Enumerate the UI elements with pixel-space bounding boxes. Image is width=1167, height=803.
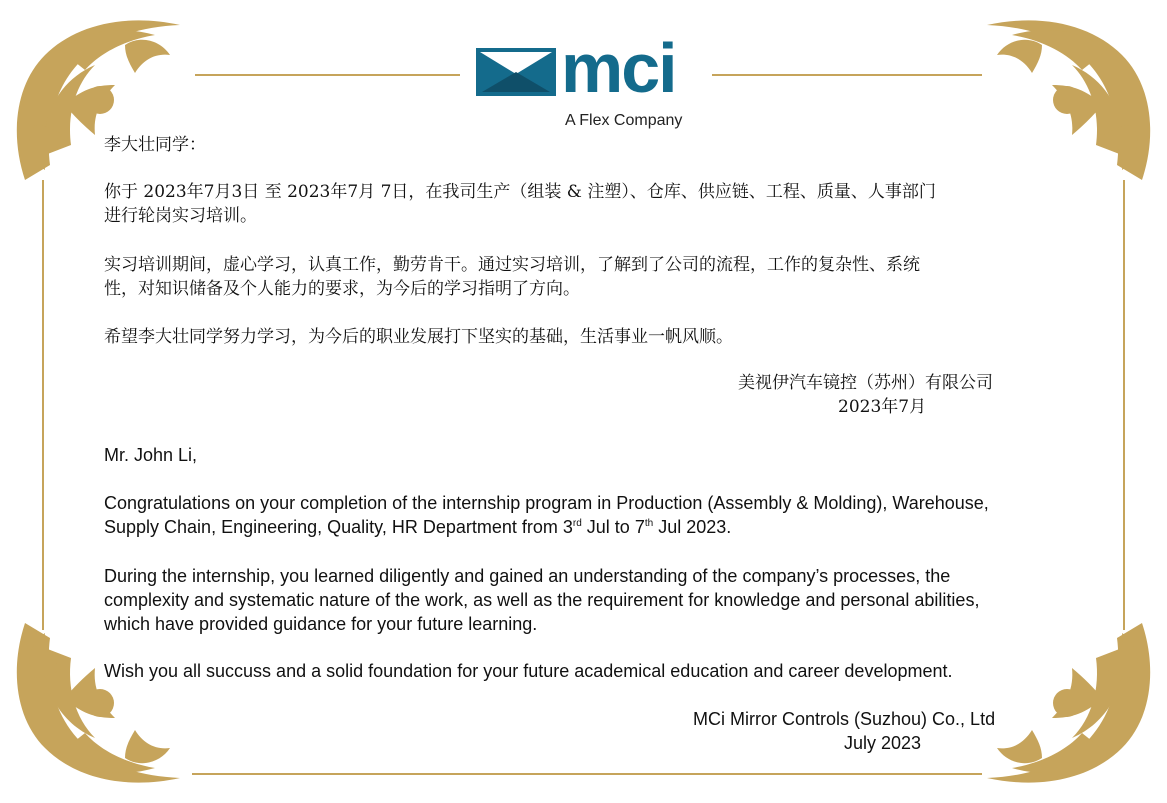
en-paragraph-2-line-3: which have provided guidance for your future learning. xyxy=(104,614,538,634)
en-ordinal-rd: rd xyxy=(572,518,582,529)
en-paragraph-1-line-2-part-b: Jul to 7 xyxy=(581,517,645,537)
en-date: July 2023 xyxy=(844,733,922,753)
cn-paragraph-3: 希望李大壮同学努力学习，为今后的职业发展打下坚实的基础，生活事业一帆风顺。 xyxy=(104,327,733,347)
frame-right-line xyxy=(1123,180,1125,630)
en-salutation: Mr. John Li, xyxy=(104,445,198,465)
en-paragraph-2-line-1: During the internship, you learned diligently and gained an understanding of the company’s processes, the xyxy=(104,566,951,586)
logo-tagline: A Flex Company xyxy=(565,112,683,129)
en-company-signature: MCi Mirror Controls (Suzhou) Co., Ltd xyxy=(693,709,996,729)
en-ordinal-th: th xyxy=(644,518,654,529)
frame-top-line-right xyxy=(712,74,982,76)
corner-ornament-top-right xyxy=(977,5,1162,190)
cn-salutation: 李大壮同学： xyxy=(104,135,206,155)
en-paragraph-2-line-2: complexity and systematic nature of the work, as well as the requirement for knowledge and personal abilities, xyxy=(104,590,980,610)
cn-paragraph-2-line-1: 实习培训期间，虚心学习，认真工作，勤劳肯干。通过实习培训，了解到了公司的流程，工作的复杂性、系统 xyxy=(104,255,920,275)
frame-top-line-left xyxy=(195,74,460,76)
logo-wordmark: mci xyxy=(561,29,676,107)
cn-company-signature: 美视伊汽车镜控（苏州）有限公司 xyxy=(738,373,993,393)
en-paragraph-1-line-1: Congratulations on your completion of the internship program in Production (Assembly & Molding), Warehouse, xyxy=(104,493,989,513)
company-logo xyxy=(473,29,713,135)
cn-paragraph-1-line-1: 你于 2023年7月3日 至 2023年7月 7日，在我司生产（组装 & 注塑）、仓库、供应链、工程、质量、人事部门 xyxy=(104,182,936,202)
frame-bottom-line xyxy=(192,773,982,775)
cn-paragraph-1-line-2: 进行轮岗实习培训。 xyxy=(104,206,257,226)
en-paragraph-1-line-2-part-c: Jul 2023. xyxy=(653,517,732,537)
en-paragraph-3: Wish you all succuss and a solid foundation for your future academical education and career development. xyxy=(104,661,953,681)
en-paragraph-1-line-2-part-a: Supply Chain, Engineering, Quality, HR Department from 3 xyxy=(104,517,573,537)
corner-ornament-bottom-right xyxy=(977,613,1162,798)
logo-envelope-icon xyxy=(476,48,556,96)
en-paragraph-1-line-2 xyxy=(104,515,731,539)
corner-ornament-bottom-left xyxy=(5,613,190,798)
cn-date: 2023年7月 xyxy=(838,397,927,417)
cn-paragraph-2-line-2: 性，对知识储备及个人能力的要求，为今后的学习指明了方向。 xyxy=(104,279,580,299)
corner-ornament-top-left xyxy=(5,5,190,190)
frame-left-line xyxy=(42,180,44,630)
